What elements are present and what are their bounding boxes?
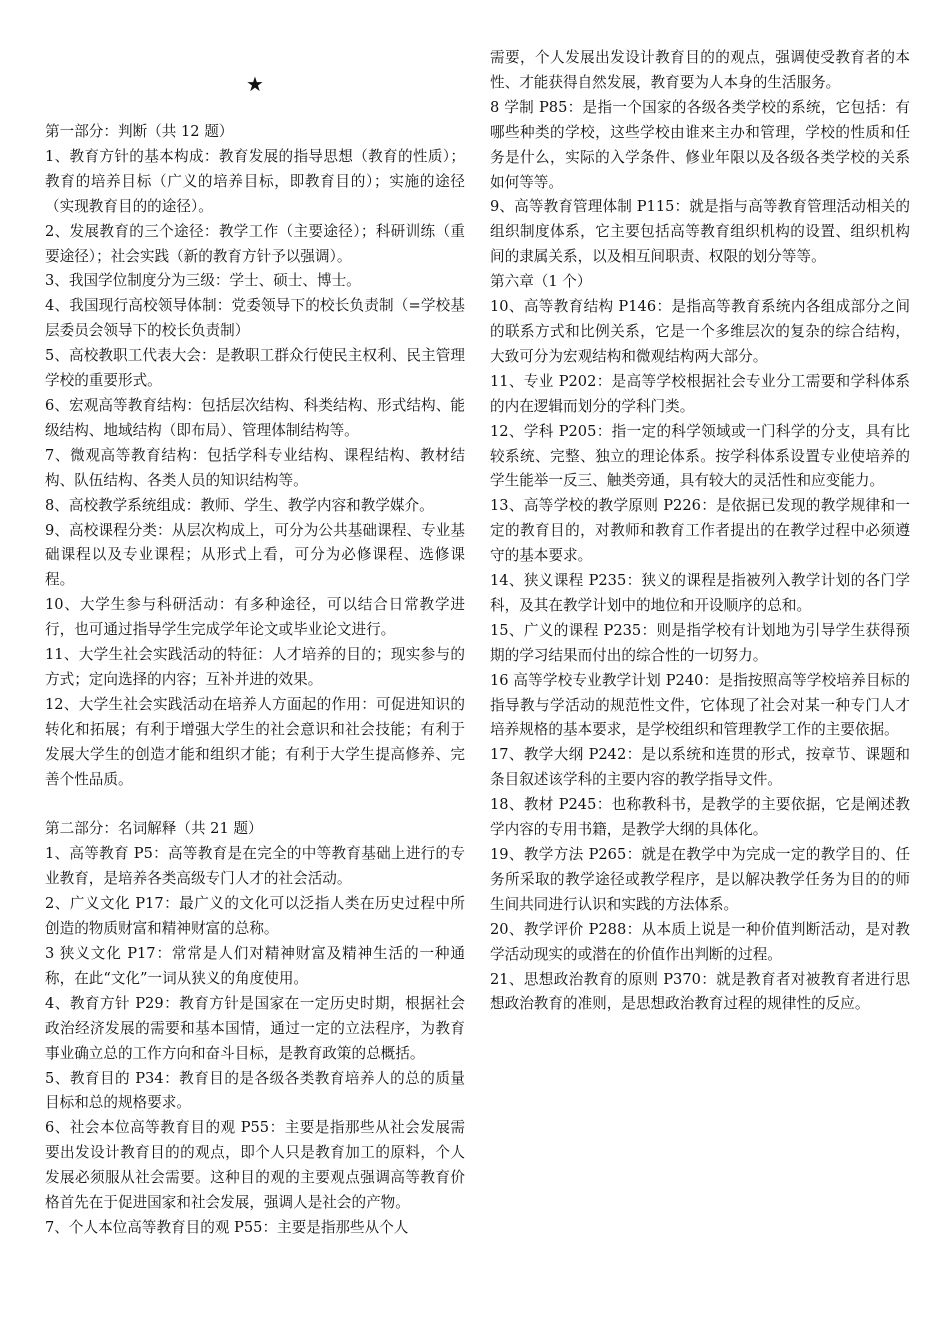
part2-item: 21、思想政治教育的原则 P370：就是教育者对被教育者进行思想政治教育的准则，是思想政治教育过程的规律性的反应。 xyxy=(490,970,910,1013)
part2-item: 3 狭义文化 P17：常常是人们对精神财富及精神生活的一种通称，在此“文化”一词从狭义的角度使用。 xyxy=(45,945,465,987)
star-icon: ★ xyxy=(246,72,264,96)
part2-item: 18、教材 P245：也称教科书，是教学的主要依据，它是阐述教学内容的专用书籍，是教学大纲的具体化。 xyxy=(490,796,910,839)
part1-item: 7、微观高等教育结构：包括学科专业结构、课程结构、教材结构、队伍结构、各类人员的知识结构等。 xyxy=(45,446,465,489)
part1-item: 10、大学生参与科研活动：有多种途径，可以结合日常教学进行，也可通过指导学生完成学年论文或毕业论文进行。 xyxy=(45,596,465,639)
part2-item: 9、高等教育管理体制 P115：就是指与高等教育管理活动相关的组织制度体系，它主要包括高等教育组织机构的设置、组织机构间的隶属关系，以及相互间职责、权限的划分等等。 xyxy=(490,198,910,266)
part2-item: 13、高等学校的教学原则 P226：是依据已发现的教学规律和一定的教育目的，对教师和教育工作者提出的在教学过程中必须遵守的基本要求。 xyxy=(490,497,910,565)
left-column xyxy=(45,72,465,1241)
right-column xyxy=(490,46,910,1017)
part2-item: 14、狭义课程 P235：狭义的课程是指被列入教学计划的各门学科，及其在教学计划中的地位和开设顺序的总和。 xyxy=(490,572,910,614)
part1-item: 8、高校教学系统组成：教师、学生、教学内容和教学媒介。 xyxy=(45,496,434,514)
part1-item: 4、我国现行高校领导体制：党委领导下的校长负责制（=学校基层委员会领导下的校长负责制） xyxy=(45,297,465,340)
part2-item: 2、广义文化 P17：最广义的文化可以泛指人类在历史过程中所创造的物质财富和精神财富的总称。 xyxy=(45,895,465,938)
part2-item: 19、教学方法 P265：就是在教学中为完成一定的教学目的、任务所采取的教学途径或教学程序，是以解决教学任务为目的的师生间共同进行认识和实践的方法体系。 xyxy=(490,846,910,913)
chapter-heading: 第六章（1 个） xyxy=(490,273,592,291)
part2-item: 1、高等教育 P5：高等教育是在完全的中等教育基础上进行的专业教育，是培养各类高级专门人才的社会活动。 xyxy=(45,845,465,888)
part1-item: 2、发展教育的三个途径：教学工作（主要途径）；科研训练（重要途径）；社会实践（新的教育方针予以强调）。 xyxy=(45,222,465,265)
section-gap xyxy=(45,792,465,817)
part2-item-continued: 需要，个人发展出发设计教育目的的观点，强调使受教育者的本性、才能获得自然发展，教育要为人本身的生活服务。 xyxy=(490,49,910,91)
part1-item: 3、我国学位制度分为三级：学士、硕士、博士。 xyxy=(45,272,361,290)
part1-item: 6、宏观高等教育结构：包括层次结构、科类结构、形式结构、能级结构、地域结构（即布局）、管理体制结构等。 xyxy=(45,396,465,439)
part2-item: 12、学科 P205：指一定的科学领域或一门科学的分支，具有比较系统、完整、独立的理论体系。按学科体系设置专业使培养的学生能举一反三、触类旁通，具有较大的灵活性和应变能力。 xyxy=(490,422,910,490)
part1-title: 第一部分：判断（共 12 题） xyxy=(45,123,234,140)
part2-item: 15、广义的课程 P235：则是指学校有计划地为引导学生获得预期的学习结果而付出的综合性的一切努力。 xyxy=(490,621,910,664)
part1-item: 1、教育方针的基本构成：教育发展的指导思想（教育的性质）；教育的培养目标（广义的培养目标，即教育目的）；实施的途径（实现教育目的的途径）。 xyxy=(45,147,465,215)
part1-item: 9、高校课程分类：从层次构成上，可分为公共基础课程、专业基础课程以及专业课程；从形式上看，可分为必修课程、选修课程。 xyxy=(45,521,465,589)
part2-item: 17、教学大纲 P242：是以系统和连贯的形式，按章节、课题和条目叙述该学科的主要内容的教学指导文件。 xyxy=(490,746,910,789)
part2-title: 第二部分：名词解释（共 21 题） xyxy=(45,820,263,838)
part2-item: 7、个人本位高等教育目的观 P55：主要是指那些从个人 xyxy=(45,1218,409,1236)
part2-item: 20、教学评价 P288：从本质上说是一种价值判断活动，是对教学活动现实的或潜在的价值作出判断的过程。 xyxy=(490,920,910,963)
part2-item: 5、教育目的 P34：教育目的是各级各类教育培养人的总的质量目标和总的规格要求。 xyxy=(45,1069,465,1112)
part2-item: 4、教育方针 P29：教育方针是国家在一定历史时期，根据社会政治经济发展的需要和基本国情，通过一定的立法程序，为教育事业确立总的工作方向和奋斗目标，是教育政策的总概括。 xyxy=(45,994,465,1062)
part1-item: 12、大学生社会实践活动在培养人方面起的作用：可促进知识的转化和拓展；有利于增强大学生的社会意识和社会技能；有利于发展大学生的创造才能和组织才能；有利于大学生提高修养、完善个性品质。 xyxy=(45,695,465,788)
part2-item: 11、专业 P202：是高等学校根据社会专业分工需要和学科体系的内在逻辑而划分的学科门类。 xyxy=(490,372,910,415)
part2-item: 8 学制 P85：是指一个国家的各级各类学校的系统，它包括：有哪些种类的学校，这些学校由谁来主办和管理，学校的性质和任务是什么，实际的入学条件、修业年限以及各级各类学校的关系如何等等。 xyxy=(490,98,910,191)
part2-item: 16 高等学校专业教学计划 P240：是指按照高等学校培养目标的指导教与学活动的规范性文件，它体现了社会对某一种专门人才培养规格的基本要求，是学校组织和管理教学工作的主要依据。 xyxy=(490,671,910,739)
part1-item: 11、大学生社会实践活动的特征：人才培养的目的；现实参与的方式；定向选择的内容；互补并进的效果。 xyxy=(45,646,465,688)
part2-item: 10、高等教育结构 P146：是指高等教育系统内各组成部分之间的联系方式和比例关系，它是一个多维层次的复杂的综合结构，大致可分为宏观结构和微观结构两大部分。 xyxy=(490,298,910,365)
part2-item: 6、社会本位高等教育目的观 P55：主要是指那些从社会发展需要出发设计教育目的的观点，即个人只是教育加工的原料，个人发展必须服从社会需要。这种目的观的主要观点强调高等教育价格首先在于促进国家和社会发展，强调人是社会的产物。 xyxy=(45,1119,465,1212)
part1-item: 5、高校教职工代表大会：是教职工群众行使民主权利、民主管理学校的重要形式。 xyxy=(45,347,465,390)
